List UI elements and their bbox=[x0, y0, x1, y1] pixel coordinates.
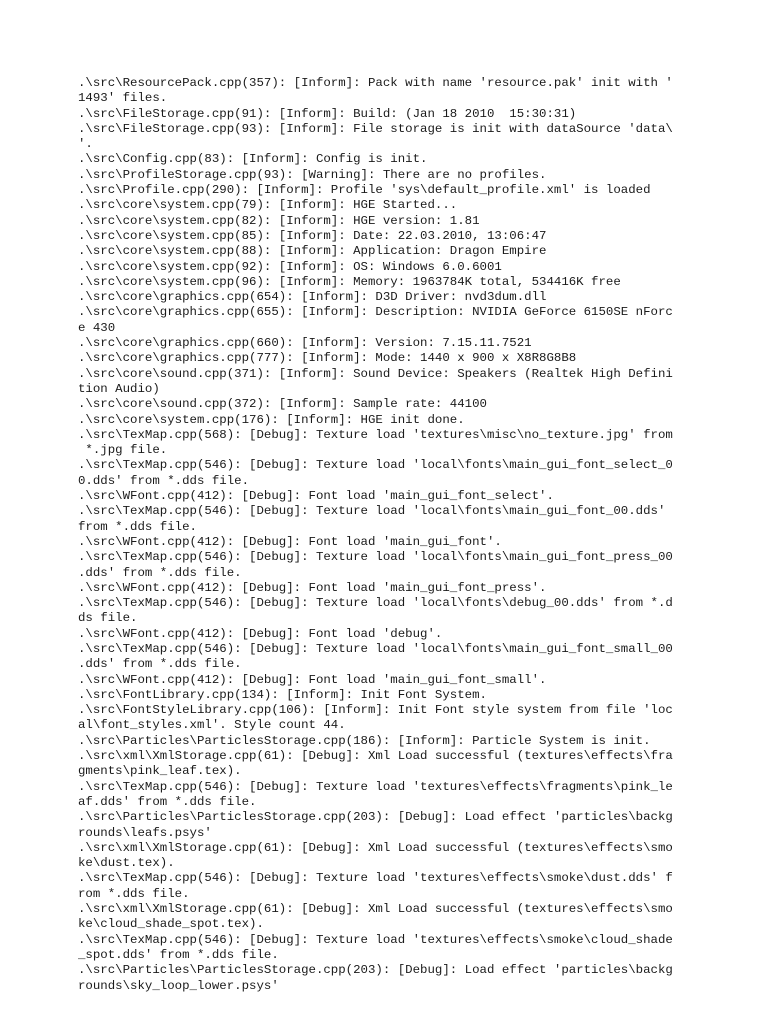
log-line: .\src\Particles\ParticlesStorage.cpp(203): [Debug]: Load effect 'particles\backg bbox=[78, 810, 673, 825]
log-line: .\src\ResourcePack.cpp(357): [Inform]: Pack with name 'resource.pak' init with ' bbox=[78, 76, 673, 90]
log-line: .dds' from *.dds file. bbox=[78, 657, 242, 672]
log-line: al\font_styles.xml'. Style count 44. bbox=[78, 718, 346, 733]
log-line: .\src\FileStorage.cpp(93): [Inform]: File storage is init with dataSource 'data\ bbox=[78, 121, 673, 136]
log-line: .\src\FontLibrary.cpp(134): [Inform]: Init Font System. bbox=[78, 687, 487, 702]
log-line: .\src\WFont.cpp(412): [Debug]: Font load 'main_gui_font_select'. bbox=[78, 489, 554, 504]
log-line: .\src\core\system.cpp(88): [Inform]: Application: Dragon Empire bbox=[78, 244, 547, 259]
log-line: .\src\FileStorage.cpp(91): [Inform]: Build: (Jan 18 2010 15:30:31) bbox=[78, 106, 577, 121]
log-line: 1493' files. bbox=[78, 91, 168, 106]
log-line: .\src\core\system.cpp(92): [Inform]: OS: Windows 6.0.6001 bbox=[78, 259, 502, 274]
log-line: .\src\TexMap.cpp(568): [Debug]: Texture load 'textures\misc\no_texture.jpg' from bbox=[78, 427, 673, 442]
log-line: rom *.dds file. bbox=[78, 886, 190, 901]
log-line: gments\pink_leaf.tex). bbox=[78, 764, 242, 779]
log-line: 0.dds' from *.dds file. bbox=[78, 473, 250, 488]
log-line: .\src\core\sound.cpp(371): [Inform]: Sound Device: Speakers (Realtek High Defini bbox=[78, 366, 673, 381]
log-line: rounds\leafs.psys' bbox=[78, 825, 212, 840]
log-line: tion Audio) bbox=[78, 381, 160, 396]
log-line: _spot.dds' from *.dds file. bbox=[78, 947, 279, 962]
log-line: .dds' from *.dds file. bbox=[78, 565, 242, 580]
log-line: .\src\Particles\ParticlesStorage.cpp(203): [Debug]: Load effect 'particles\backg bbox=[78, 963, 673, 978]
log-line: .\src\WFont.cpp(412): [Debug]: Font load 'main_gui_font_small'. bbox=[78, 672, 547, 687]
log-line: .\src\TexMap.cpp(546): [Debug]: Texture load 'local\fonts\main_gui_font_small_00 bbox=[78, 641, 673, 656]
log-line: .\src\FontStyleLibrary.cpp(106): [Inform]: Init Font style system from file 'loc bbox=[78, 703, 673, 718]
log-line: .\src\Config.cpp(83): [Inform]: Config is init. bbox=[78, 152, 428, 167]
log-line: .\src\core\graphics.cpp(655): [Inform]: Description: NVIDIA GeForce 6150SE nForc bbox=[78, 305, 673, 320]
log-line: '. bbox=[78, 137, 93, 152]
log-line: e 430 bbox=[78, 320, 116, 335]
log-line: .\src\core\system.cpp(82): [Inform]: HGE version: 1.81 bbox=[78, 213, 480, 228]
log-line: .\src\ProfileStorage.cpp(93): [Warning]: There are no profiles. bbox=[78, 167, 547, 182]
log-line: ke\cloud_shade_spot.tex). bbox=[78, 917, 264, 932]
log-line: .\src\xml\XmlStorage.cpp(61): [Debug]: Xml Load successful (textures\effects\fra bbox=[78, 749, 673, 764]
log-line: ds file. bbox=[78, 611, 138, 626]
log-line: ke\dust.tex). bbox=[78, 856, 175, 871]
log-line: .\src\WFont.cpp(412): [Debug]: Font load 'main_gui_font'. bbox=[78, 534, 502, 549]
log-line: .\src\TexMap.cpp(546): [Debug]: Texture load 'local\fonts\main_gui_font_select_0 bbox=[78, 458, 673, 473]
log-line: .\src\core\system.cpp(176): [Inform]: HGE init done. bbox=[78, 412, 465, 427]
log-line: .\src\core\sound.cpp(372): [Inform]: Sample rate: 44100 bbox=[78, 397, 487, 412]
log-line: .\src\core\graphics.cpp(777): [Inform]: Mode: 1440 x 900 x X8R8G8B8 bbox=[78, 351, 577, 366]
log-line: .\src\Particles\ParticlesStorage.cpp(186): [Inform]: Particle System is init. bbox=[78, 733, 651, 748]
log-line: .\src\core\system.cpp(79): [Inform]: HGE Started... bbox=[78, 198, 458, 213]
log-line: .\src\core\graphics.cpp(654): [Inform]: D3D Driver: nvd3dum.dll bbox=[78, 290, 547, 305]
log-line: .\src\TexMap.cpp(546): [Debug]: Texture load 'textures\effects\smoke\dust.dds' f bbox=[78, 871, 673, 886]
log-line: .\src\core\system.cpp(85): [Inform]: Date: 22.03.2010, 13:06:47 bbox=[78, 228, 547, 243]
log-line: from *.dds file. bbox=[78, 519, 197, 534]
log-line: .\src\WFont.cpp(412): [Debug]: Font load 'debug'. bbox=[78, 626, 443, 641]
log-line: .\src\TexMap.cpp(546): [Debug]: Texture load 'local\fonts\main_gui_font_00.dds' bbox=[78, 504, 666, 519]
log-line: .\src\core\graphics.cpp(660): [Inform]: Version: 7.15.11.7521 bbox=[78, 336, 532, 351]
log-line: .\src\TexMap.cpp(546): [Debug]: Texture load 'local\fonts\main_gui_font_press_00 bbox=[78, 550, 673, 565]
log-line: .\src\Profile.cpp(290): [Inform]: Profile 'sys\default_profile.xml' is loaded bbox=[78, 183, 651, 198]
log-page bbox=[78, 76, 694, 994]
log-line: rounds\sky_loop_lower.psys' bbox=[78, 978, 279, 993]
log-line: .\src\TexMap.cpp(546): [Debug]: Texture load 'textures\effects\smoke\cloud_shade bbox=[78, 932, 673, 947]
log-line: *.jpg file. bbox=[78, 443, 168, 458]
log-line: .\src\WFont.cpp(412): [Debug]: Font load 'main_gui_font_press'. bbox=[78, 580, 547, 595]
log-line: .\src\xml\XmlStorage.cpp(61): [Debug]: Xml Load successful (textures\effects\smo bbox=[78, 902, 673, 917]
log-line: .\src\core\system.cpp(96): [Inform]: Memory: 1963784K total, 534416K free bbox=[78, 274, 621, 289]
log-line: .\src\TexMap.cpp(546): [Debug]: Texture load 'local\fonts\debug_00.dds' from *.d bbox=[78, 596, 673, 611]
log-line: .\src\xml\XmlStorage.cpp(61): [Debug]: Xml Load successful (textures\effects\smo bbox=[78, 840, 673, 855]
log-line: .\src\TexMap.cpp(546): [Debug]: Texture load 'textures\effects\fragments\pink_le bbox=[78, 779, 673, 794]
log-line: af.dds' from *.dds file. bbox=[78, 794, 257, 809]
